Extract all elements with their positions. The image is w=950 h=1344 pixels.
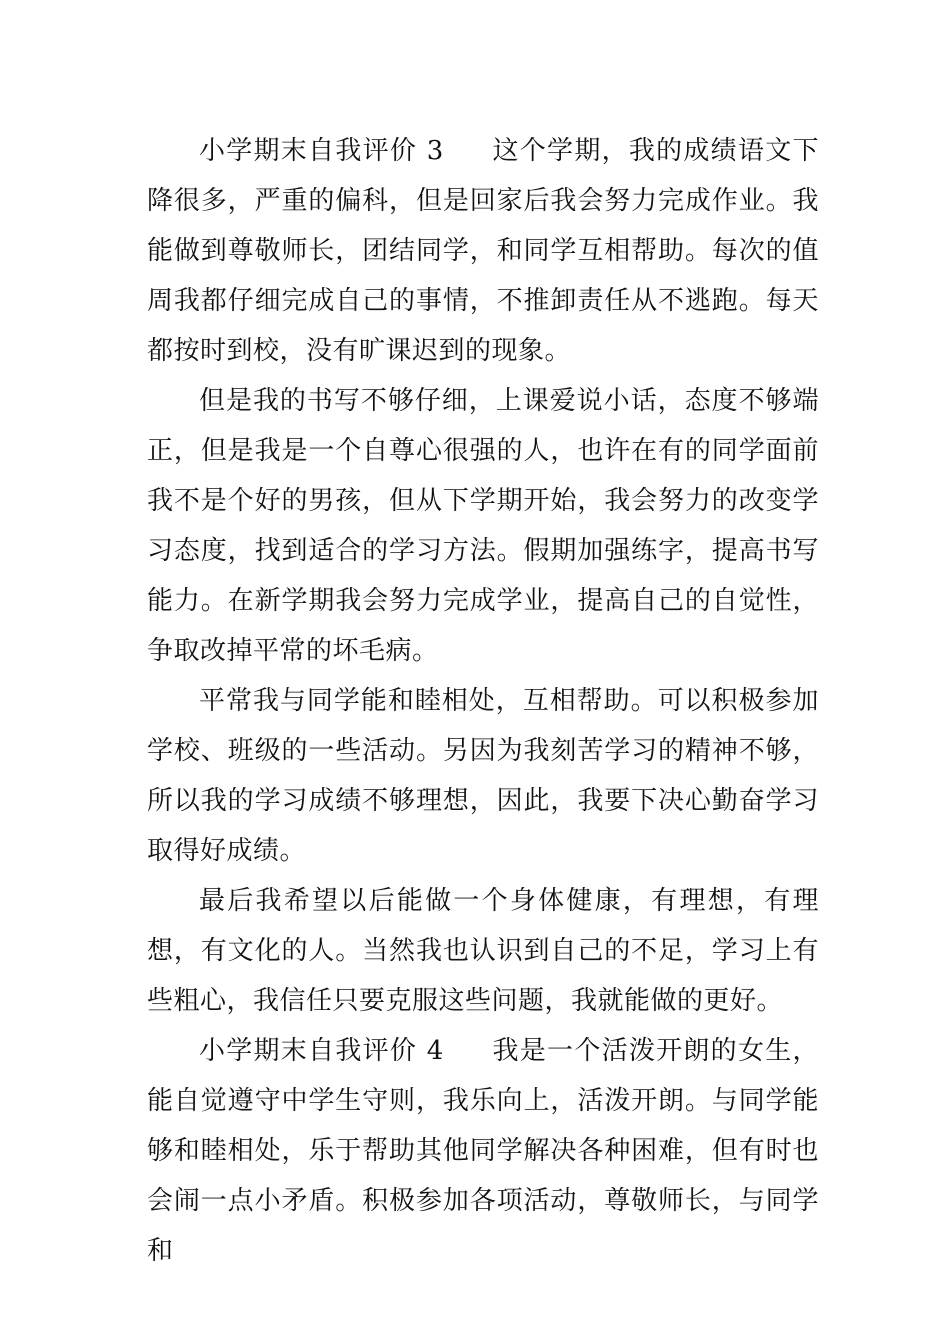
document-body bbox=[147, 126, 819, 1276]
paragraph-1 bbox=[147, 126, 819, 376]
section-title-3: 小学期末自我评价 3 bbox=[199, 136, 444, 166]
paragraph-2: 但是我的书写不够仔细，上课爱说小话，态度不够端正，但是我是一个自尊心很强的人，也许在有的同学面前我不是个好的男孩，但从下学期开始，我会努力的改变学习态度，找到适合的学习方法。假期加强练字，提高书写能力。在新学期我会努力完成学业，提高自己的自觉性，争取改掉平常的坏毛病。 bbox=[147, 386, 819, 666]
paragraph-5 bbox=[147, 1026, 819, 1276]
paragraph-4: 最后我希望以后能做一个身体健康，有理想，有理想，有文化的人。当然我也认识到自己的不足，学习上有些粗心，我信任只要克服这些问题，我就能做的更好。 bbox=[147, 886, 819, 1016]
paragraph-text: 这个学期，我的成绩语文下降很多，严重的偏科，但是回家后我会努力完成作业。我能做到尊敬师长，团结同学，和同学互相帮助。每次的值周我都仔细完成自己的事情，不推卸责任从不逃跑。每天都按时到校，没有旷课迟到的现象。 bbox=[147, 136, 819, 366]
paragraph-text: 我是一个活泼开朗的女生，能自觉遵守中学生守则，我乐向上，活泼开朗。与同学能够和睦相处，乐于帮助其他同学解决各种困难，但有时也会闹一点小矛盾。积极参加各项活动，尊敬师长，与同学和 bbox=[147, 1036, 819, 1266]
section-title-4: 小学期末自我评价 4 bbox=[199, 1036, 444, 1066]
paragraph-3: 平常我与同学能和睦相处，互相帮助。可以积极参加学校、班级的一些活动。另因为我刻苦学习的精神不够，所以我的学习成绩不够理想，因此，我要下决心勤奋学习取得好成绩。 bbox=[147, 686, 819, 866]
